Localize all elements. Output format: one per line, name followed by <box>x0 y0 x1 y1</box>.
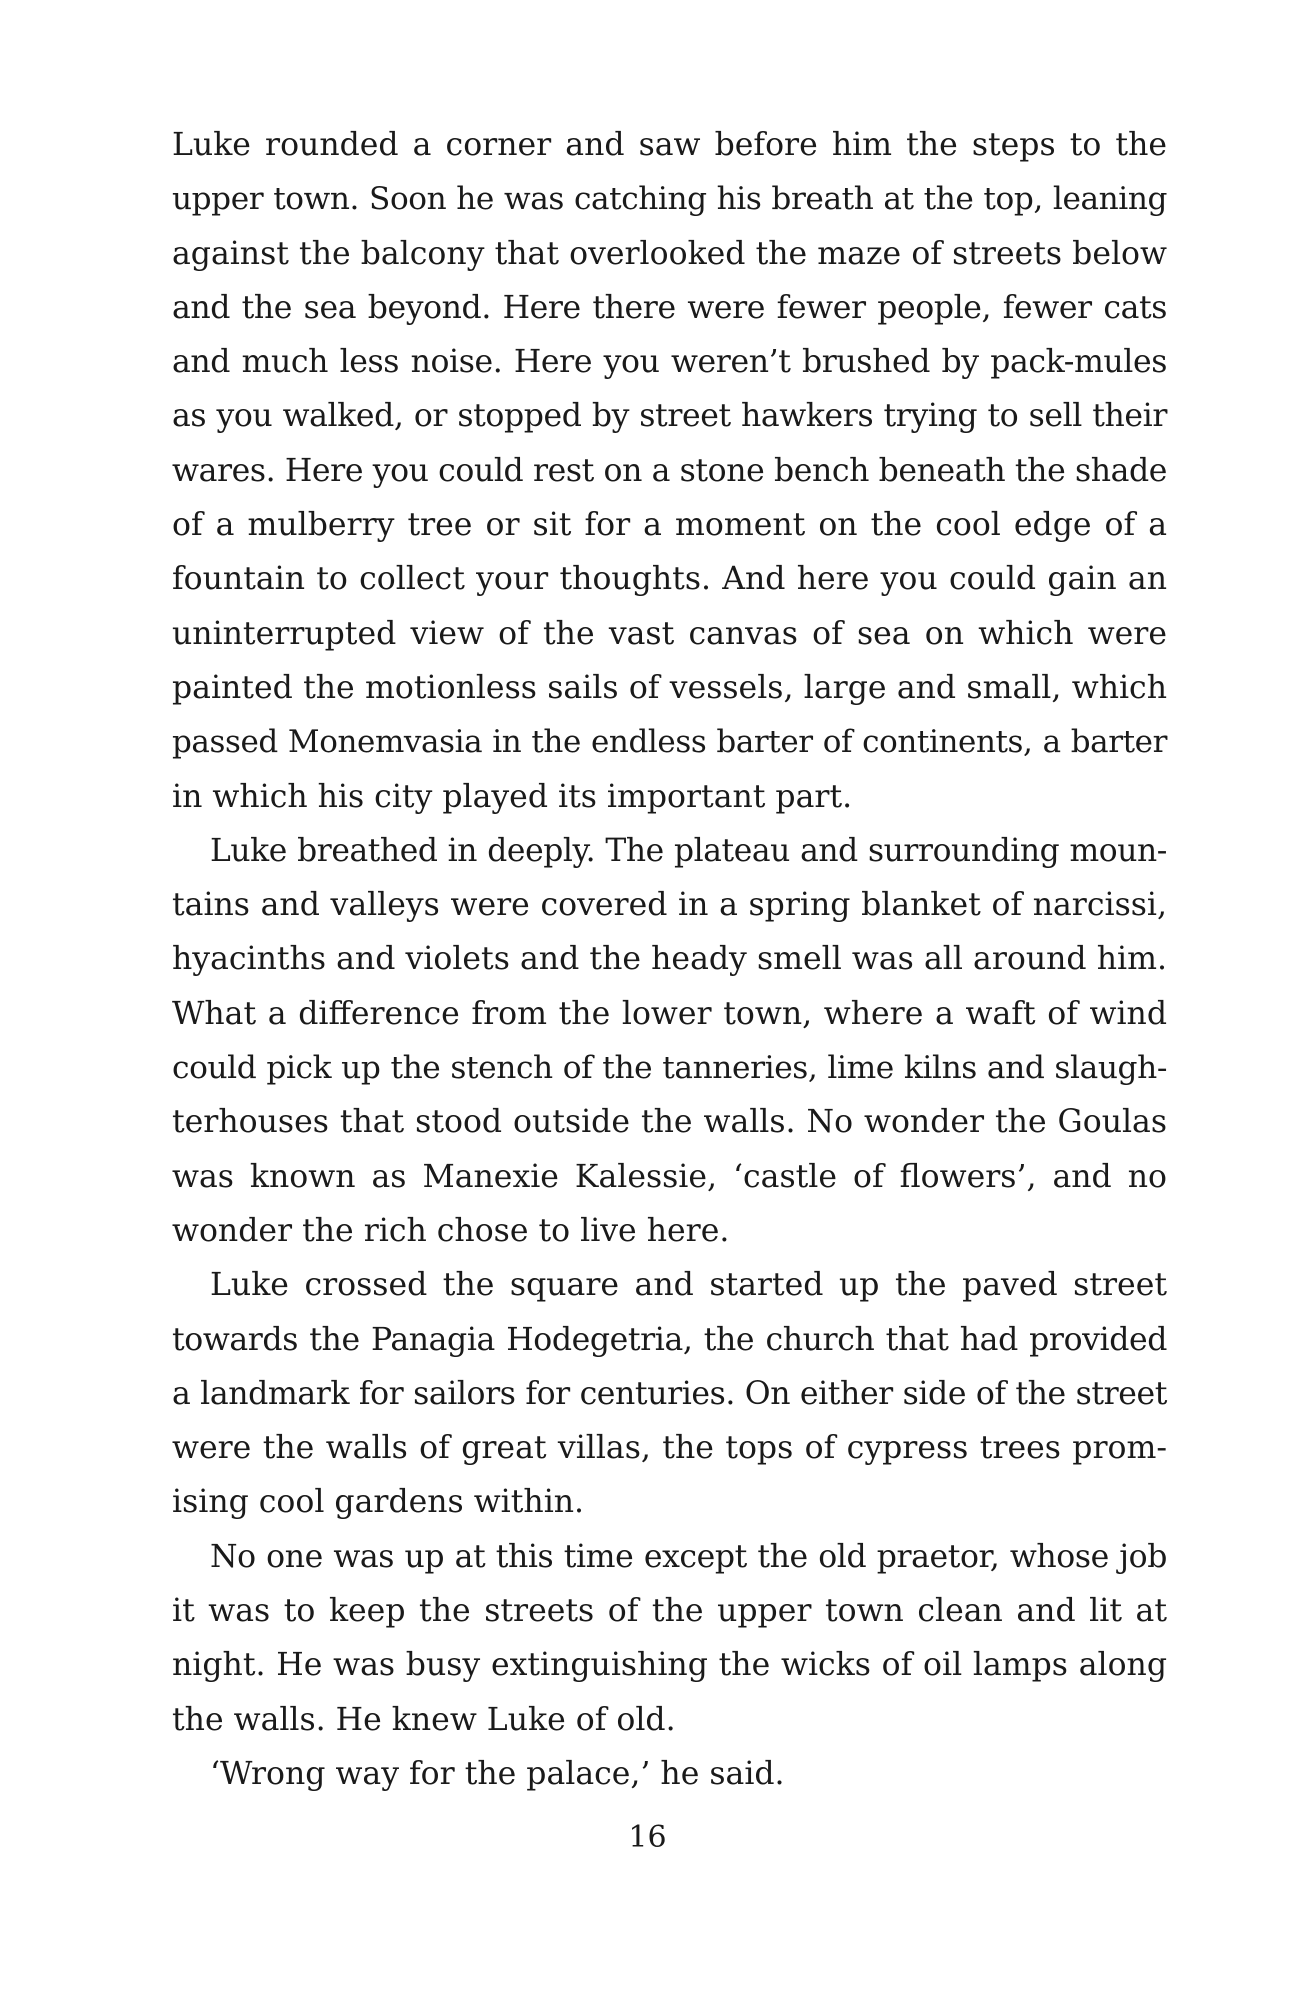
text-line: the walls. He knew Luke of old. <box>172 1701 676 1738</box>
text-line: terhouses that stood outside the walls. No wonder the Goulas <box>172 1104 1167 1141</box>
text-line: and the sea beyond. Here there were fewer people, fewer cats <box>172 289 1167 326</box>
paragraph-2 <box>172 824 1167 1258</box>
text-line: uninterrupted view of the vast canvas of sea on which were <box>172 615 1167 652</box>
text-line: tains and valleys were covered in a spring blanket of narcissi, <box>172 887 1167 924</box>
text-line: ising cool gardens within. <box>172 1484 585 1521</box>
text-line: No one was up at this time except the old praetor, whose job <box>210 1538 1167 1575</box>
text-line: were the walls of great villas, the tops of cypress trees prom- <box>172 1430 1167 1467</box>
text-line: Luke breathed in deeply. The plateau and surrounding moun- <box>210 832 1167 869</box>
text-line: against the balcony that overlooked the maze of streets below <box>172 235 1167 272</box>
text-line: hyacinths and violets and the heady smell was all around him. <box>172 941 1167 978</box>
text-line: painted the motionless sails of vessels, large and small, which <box>172 669 1167 706</box>
text-line: in which his city played its important part. <box>172 778 853 815</box>
text-line: ‘Wrong way for the palace,’ he said. <box>210 1755 785 1792</box>
text-line: wares. Here you could rest on a stone bench beneath the shade <box>172 452 1167 489</box>
text-line: a landmark for sailors for centuries. On either side of the street <box>172 1375 1167 1412</box>
text-line: Luke rounded a corner and saw before him the steps to the <box>172 127 1167 163</box>
text-line: could pick up the stench of the tanneries, lime kilns and slaugh- <box>172 1050 1167 1087</box>
text-line: wonder the rich chose to live here. <box>172 1212 730 1249</box>
text-line: What a difference from the lower town, where a waft of wind <box>172 995 1167 1032</box>
body-text <box>172 118 1167 1801</box>
text-line: fountain to collect your thoughts. And here you could gain an <box>172 561 1167 598</box>
paragraph-1 <box>172 118 1167 824</box>
text-line: as you walked, or stopped by street hawkers trying to sell their <box>172 398 1167 435</box>
text-line: upper town. Soon he was catching his breath at the top, leaning <box>172 181 1167 218</box>
text-line: and much less noise. Here you weren’t brushed by pack-mules <box>172 344 1167 381</box>
text-line: Luke crossed the square and started up the paved street <box>210 1267 1167 1304</box>
paragraph-3 <box>172 1258 1167 1529</box>
text-line: towards the Panagia Hodegetria, the church that had provided <box>172 1321 1167 1358</box>
text-line: night. He was busy extinguishing the wicks of oil lamps along <box>172 1647 1167 1684</box>
page-number: 16 <box>628 1820 667 1855</box>
paragraph-4 <box>172 1530 1167 1747</box>
text-line: passed Monemvasia in the endless barter of continents, a barter <box>172 724 1167 761</box>
text-line: was known as Manexie Kalessie, ‘castle of flowers’, and no <box>172 1158 1167 1195</box>
text-line: it was to keep the streets of the upper town clean and lit at <box>172 1593 1167 1630</box>
paragraph-5 <box>172 1747 1167 1801</box>
text-line: of a mulberry tree or sit for a moment on the cool edge of a <box>172 507 1167 544</box>
